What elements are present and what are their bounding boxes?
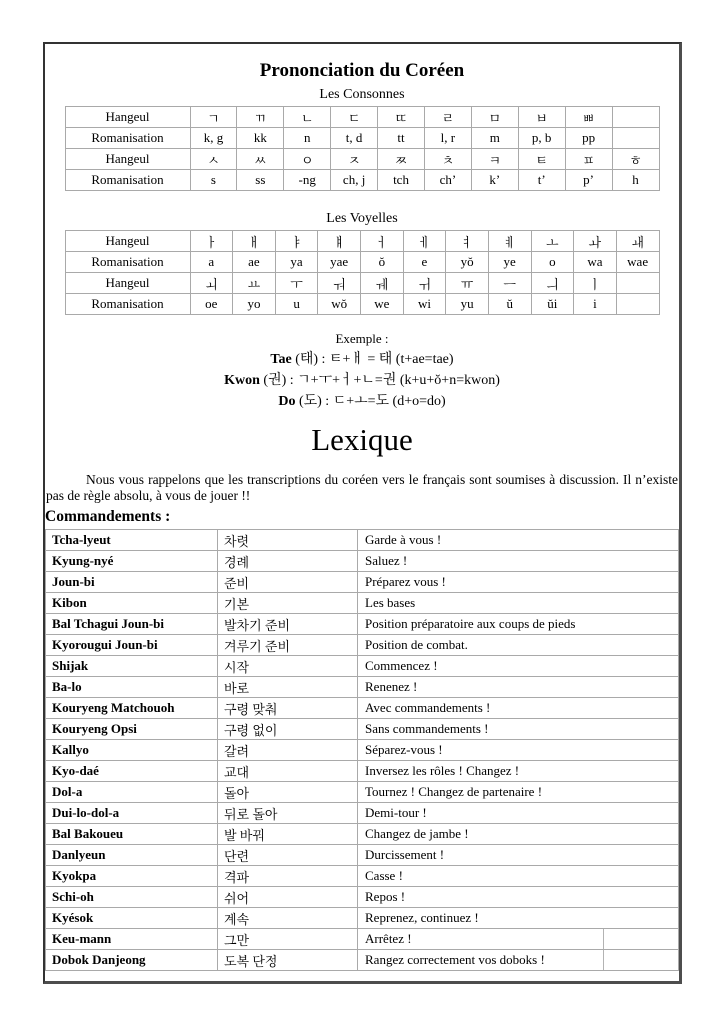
table-row [46, 614, 679, 635]
vowel-cell: ㅐ [233, 231, 276, 252]
command-romanized: Shijak [46, 656, 218, 677]
row-label: Romanisation [65, 252, 190, 273]
command-french: Casse ! [358, 866, 679, 887]
command-romanized: Joun-bi [46, 572, 218, 593]
row-label: Hangeul [65, 107, 190, 128]
command-french: Position de combat. [358, 635, 679, 656]
consonant-cell: ㅂ [518, 107, 565, 128]
command-hangul: 돌아 [218, 782, 358, 803]
consonant-cell: ㅃ [565, 107, 612, 128]
command-hangul: 쉬어 [218, 887, 358, 908]
command-romanized: Danlyeun [46, 845, 218, 866]
command-hangul: 차렷 [218, 530, 358, 551]
vowel-cell: ye [488, 252, 531, 273]
vowel-cell: ㅟ [403, 273, 446, 294]
consonant-cell: ㅁ [471, 107, 518, 128]
consonant-cell: ㅎ [612, 149, 659, 170]
consonant-cell: pp [565, 128, 612, 149]
command-romanized: Tcha-lyeut [46, 530, 218, 551]
table-row [46, 719, 679, 740]
example-heading: Exemple : [335, 331, 389, 346]
command-french: Les bases [358, 593, 679, 614]
consonant-cell: ㄹ [424, 107, 471, 128]
table-row [65, 273, 659, 294]
command-french: Avec commandements ! [358, 698, 679, 719]
table-row [46, 551, 679, 572]
command-french: Changez de jambe ! [358, 824, 679, 845]
table-row [46, 572, 679, 593]
consonants-section-title: Les Consonnes [319, 87, 405, 102]
command-romanized: Kibon [46, 593, 218, 614]
consonant-cell: ㅇ [284, 149, 331, 170]
vowel-cell: ㅕ [446, 231, 489, 252]
vowel-cell: ㅒ [318, 231, 361, 252]
command-romanized: Schi-oh [46, 887, 218, 908]
command-french: Arrêtez ! [358, 929, 679, 950]
vowel-cell: oe [190, 294, 233, 315]
command-french: Renenez ! [358, 677, 679, 698]
command-french: Position préparatoire aux coups de pieds [358, 614, 679, 635]
table-row [65, 128, 659, 149]
command-french: Préparez vous ! [358, 572, 679, 593]
command-hangul: 계속 [218, 908, 358, 929]
vowels-table [65, 230, 660, 315]
command-french: Sans commandements ! [358, 719, 679, 740]
example-line-kwon [45, 370, 679, 391]
vowel-cell: ㅡ [488, 273, 531, 294]
vowel-cell: ㅙ [616, 231, 659, 252]
command-hangul: 경례 [218, 551, 358, 572]
consonant-cell: ㅋ [471, 149, 518, 170]
vowel-cell: we [361, 294, 404, 315]
page-title: Prononciation du Coréen [259, 60, 465, 81]
command-romanized: Dobok Danjeong [46, 950, 218, 971]
consonant-cell: -ng [284, 170, 331, 191]
command-hangul: 뒤로 돌아 [218, 803, 358, 824]
vowels-section-title: Les Voyelles [326, 211, 398, 226]
table-row [46, 824, 679, 845]
table-row [65, 294, 659, 315]
vowel-cell: ŏ [361, 252, 404, 273]
vowel-cell: o [531, 252, 574, 273]
command-romanized: Kyorougui Joun-bi [46, 635, 218, 656]
consonant-cell [612, 107, 659, 128]
command-hangul: 구령 맞춰 [218, 698, 358, 719]
table-row [46, 677, 679, 698]
lexique-intro: Nous vous rappelons que les transcriptions du coréen vers le français sont soumises à discussion. Il n’existe pas de règle absolu, à vous de jouer !! [46, 472, 678, 503]
command-hangul: 발차기 준비 [218, 614, 358, 635]
vowel-cell: ㅑ [275, 231, 318, 252]
consonant-cell: k, g [190, 128, 237, 149]
table-row [65, 170, 659, 191]
consonant-cell: ㄱ [190, 107, 237, 128]
table-row [46, 635, 679, 656]
command-romanized: Kyokpa [46, 866, 218, 887]
vowel-cell: ㅔ [403, 231, 446, 252]
vowel-cell: ㅞ [361, 273, 404, 294]
row-label: Hangeul [65, 273, 190, 294]
vowel-cell: ㅛ [233, 273, 276, 294]
example-line-tae [45, 349, 679, 370]
consonant-cell: ㅊ [424, 149, 471, 170]
command-hangul: 바로 [218, 677, 358, 698]
consonant-cell: ㅅ [190, 149, 237, 170]
vowel-cell: wae [616, 252, 659, 273]
consonant-cell: ㅉ [378, 149, 425, 170]
document-page [43, 42, 682, 984]
command-french: Garde à vous ! [358, 530, 679, 551]
table-row [46, 656, 679, 677]
command-french: Séparez-vous ! [358, 740, 679, 761]
consonant-cell: ch’ [424, 170, 471, 191]
row-label: Romanisation [65, 294, 190, 315]
consonant-cell: ㄷ [331, 107, 378, 128]
vowel-cell: ㅝ [318, 273, 361, 294]
consonant-cell: ss [237, 170, 284, 191]
command-hangul: 단련 [218, 845, 358, 866]
command-hangul: 구령 없이 [218, 719, 358, 740]
consonant-cell: ch, j [331, 170, 378, 191]
commands-heading: Commandements : [45, 508, 171, 525]
command-hangul: 기본 [218, 593, 358, 614]
row-label: Romanisation [65, 170, 190, 191]
consonants-table [65, 106, 660, 191]
table-row [65, 231, 659, 252]
vowel-cell: ㅢ [531, 273, 574, 294]
command-french: Tournez ! Changez de partenaire ! [358, 782, 679, 803]
table-row [46, 530, 679, 551]
row-label: Hangeul [65, 231, 190, 252]
table-row [46, 908, 679, 929]
command-hangul: 시작 [218, 656, 358, 677]
consonant-cell: ㄲ [237, 107, 284, 128]
table-row [46, 887, 679, 908]
example-formula: (도) : ㄷ+ㅗ=도 (d+o=do) [295, 394, 446, 409]
table-row [46, 782, 679, 803]
row-label: Romanisation [65, 128, 190, 149]
consonant-cell: t’ [518, 170, 565, 191]
vowel-cell: ㅘ [574, 231, 617, 252]
consonant-cell: ㅌ [518, 149, 565, 170]
lexique-title: Lexique [311, 422, 413, 457]
command-french: Inversez les rôles ! Changez ! [358, 761, 679, 782]
table-row [65, 107, 659, 128]
table-row [46, 761, 679, 782]
command-hangul: 교대 [218, 761, 358, 782]
vowel-cell: ㅓ [361, 231, 404, 252]
command-hangul: 도복 단정 [218, 950, 358, 971]
vowel-cell: yo [233, 294, 276, 315]
vowel-cell: yu [446, 294, 489, 315]
consonant-cell: p’ [565, 170, 612, 191]
command-romanized: Bal Bakoueu [46, 824, 218, 845]
vowel-cell: wi [403, 294, 446, 315]
consonant-cell [612, 128, 659, 149]
consonant-cell: kk [237, 128, 284, 149]
command-french: Saluez ! [358, 551, 679, 572]
table-row [46, 929, 679, 950]
vowel-cell: ㅠ [446, 273, 489, 294]
command-romanized: Kallyo [46, 740, 218, 761]
commands-table [45, 529, 679, 971]
command-hangul: 갈려 [218, 740, 358, 761]
consonant-cell: ㅍ [565, 149, 612, 170]
command-romanized: Kouryeng Matchouoh [46, 698, 218, 719]
table-row [46, 803, 679, 824]
vowel-cell: u [275, 294, 318, 315]
vowel-cell: ㅣ [574, 273, 617, 294]
consonant-cell: n [284, 128, 331, 149]
consonant-cell: t, d [331, 128, 378, 149]
vowel-cell: wŏ [318, 294, 361, 315]
command-romanized: Keu-mann [46, 929, 218, 950]
command-romanized: Kyésok [46, 908, 218, 929]
consonant-cell: ㅈ [331, 149, 378, 170]
example-block [45, 331, 679, 412]
consonant-cell: ㄸ [378, 107, 425, 128]
command-french: Demi-tour ! [358, 803, 679, 824]
vowel-cell: ae [233, 252, 276, 273]
table-row [46, 845, 679, 866]
table-row [46, 740, 679, 761]
table-row [46, 866, 679, 887]
command-romanized: Dui-lo-dol-a [46, 803, 218, 824]
command-french: Reprenez, continuez ! [358, 908, 679, 929]
vowel-cell: yae [318, 252, 361, 273]
consonant-cell: k’ [471, 170, 518, 191]
consonant-cell: s [190, 170, 237, 191]
consonant-cell: ㄴ [284, 107, 331, 128]
table-row [46, 950, 679, 971]
table-row [46, 698, 679, 719]
vowel-cell: wa [574, 252, 617, 273]
vowel-cell: ㅏ [190, 231, 233, 252]
consonant-cell: tt [378, 128, 425, 149]
command-french: Commencez ! [358, 656, 679, 677]
vowel-cell: ya [275, 252, 318, 273]
vowel-cell: ㅖ [488, 231, 531, 252]
example-line-do [45, 391, 679, 412]
command-hangul: 그만 [218, 929, 358, 950]
vowel-cell: a [190, 252, 233, 273]
vowel-cell: yŏ [446, 252, 489, 273]
command-romanized: Dol-a [46, 782, 218, 803]
example-term: Kwon [224, 373, 260, 388]
command-romanized: Ba-lo [46, 677, 218, 698]
example-term: Tae [270, 352, 292, 367]
command-romanized: Kyo-daé [46, 761, 218, 782]
vowel-cell: ㅚ [190, 273, 233, 294]
command-romanized: Kyung-nyé [46, 551, 218, 572]
command-romanized: Bal Tchagui Joun-bi [46, 614, 218, 635]
consonant-cell: ㅆ [237, 149, 284, 170]
vowel-cell: ㅗ [531, 231, 574, 252]
consonant-cell: h [612, 170, 659, 191]
table-row [65, 149, 659, 170]
vowel-cell: ŭi [531, 294, 574, 315]
row-label: Hangeul [65, 149, 190, 170]
vowel-cell: e [403, 252, 446, 273]
table-row [65, 252, 659, 273]
command-romanized: Kouryeng Opsi [46, 719, 218, 740]
table-row [46, 593, 679, 614]
command-french: Durcissement ! [358, 845, 679, 866]
consonant-cell: m [471, 128, 518, 149]
command-hangul: 발 바꿔 [218, 824, 358, 845]
command-french: Repos ! [358, 887, 679, 908]
command-hangul: 준비 [218, 572, 358, 593]
vowel-cell [616, 273, 659, 294]
consonant-cell: tch [378, 170, 425, 191]
vowel-cell: i [574, 294, 617, 315]
example-formula: (권) : ㄱ+ㅜ+ㅓ+ㄴ=권 (k+u+ŏ+n=kwon) [259, 373, 500, 388]
example-formula: (태) : ㅌ+ㅐ = 태 (t+ae=tae) [291, 352, 454, 367]
vowel-cell: ŭ [488, 294, 531, 315]
command-french: Rangez correctement vos doboks ! [358, 950, 679, 971]
vowel-cell [616, 294, 659, 315]
command-hangul: 겨루기 준비 [218, 635, 358, 656]
consonant-cell: l, r [424, 128, 471, 149]
consonant-cell: p, b [518, 128, 565, 149]
command-hangul: 격파 [218, 866, 358, 887]
vowel-cell: ㅜ [275, 273, 318, 294]
example-term: Do [278, 394, 296, 409]
